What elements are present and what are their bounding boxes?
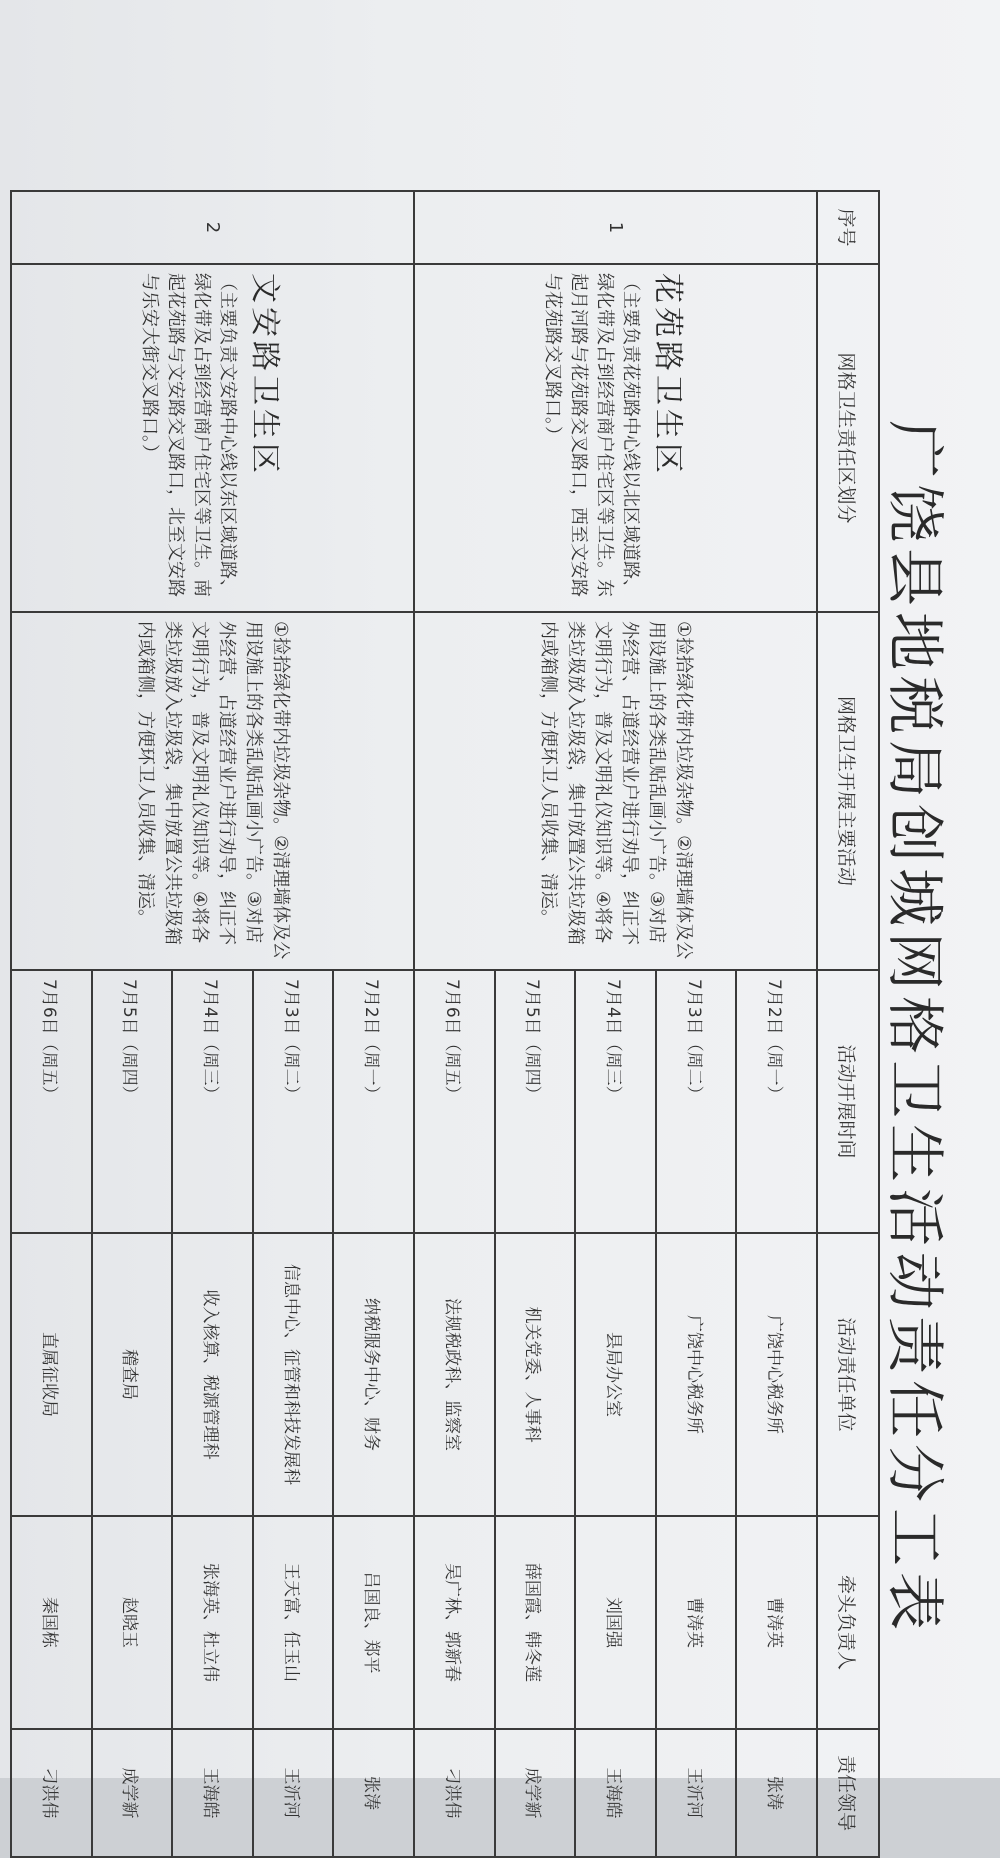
unit-cell: 县局办公室: [575, 1233, 656, 1516]
zone-cell: [11, 264, 414, 612]
section-seq: 2: [11, 191, 414, 264]
document-title: 广饶县地税局创城网格卫生活动责任分工表: [881, 420, 949, 1637]
section-seq: 1: [414, 191, 817, 264]
time-cell: 7月4日（周三）: [575, 970, 656, 1233]
unit-cell: 稽查局: [92, 1233, 173, 1516]
resp-cell: 刁洪伟: [11, 1729, 92, 1857]
lead-cell: 赵晓玉: [92, 1516, 173, 1729]
table-row: [333, 191, 414, 1857]
zone-title: 文安路卫生区: [246, 273, 282, 477]
activity-cell: [414, 612, 817, 970]
resp-cell: 刁洪伟: [414, 1729, 495, 1857]
unit-cell: 法规税政科、监察室: [414, 1233, 495, 1516]
activity-text: ①捡拾绿化带内垃圾杂物。②清理墙体及公用设施上的各类乱贴乱画小广告。③对店外经营、占道经营业户进行劝导，纠正不文明行为，普及文明礼仪知识等。④将各类垃圾放入垃圾袋，集中放置公共垃圾箱内或箱侧，方便环卫人员收集、清运。: [134, 621, 291, 960]
resp-cell: 王海皓: [172, 1729, 253, 1857]
resp-cell: 成学新: [92, 1729, 173, 1857]
unit-cell: 纳税服务中心、财务: [333, 1233, 414, 1516]
zone-description: （主要负责花苑路中心线以北区域道路、绿化带及占到经营商户住宅区等卫生。东起月河路与花苑路交叉路口，西至文安路与花苑路交叉路口。）: [541, 273, 641, 597]
unit-cell: 直属征收局: [11, 1233, 92, 1516]
header-row: [817, 191, 879, 1857]
time-cell: 7月3日（周二）: [253, 970, 334, 1233]
lead-cell: 刘国强: [575, 1516, 656, 1729]
table-row: [736, 191, 817, 1857]
lead-cell: 吴广林、郭新春: [414, 1516, 495, 1729]
header-zone: 网格卫生责任区划分: [817, 264, 879, 612]
resp-cell: 王沂河: [253, 1729, 334, 1857]
time-cell: 7月4日（周三）: [172, 970, 253, 1233]
header-activity: 网格卫生开展主要活动: [817, 612, 879, 970]
resp-cell: 张涛: [736, 1729, 817, 1857]
resp-cell: 张涛: [333, 1729, 414, 1857]
lead-cell: 张海英、杜立伟: [172, 1516, 253, 1729]
unit-cell: 收入核算、税源管理科: [172, 1233, 253, 1516]
time-cell: 7月6日（周五）: [414, 970, 495, 1233]
header-seq: 序号: [817, 191, 879, 264]
activity-cell: [11, 612, 414, 970]
lead-cell: 曹涛英: [656, 1516, 737, 1729]
lead-cell: 王天富、任玉山: [253, 1516, 334, 1729]
responsibility-table: [10, 190, 880, 1858]
time-cell: 7月2日（周一）: [736, 970, 817, 1233]
zone-description: （主要负责文安路中心线以东区域道路、绿化带及占到经营商户住宅区等卫生。南起花苑路与文安路交叉路口，北至文安路与乐安大街交叉路口。）: [138, 273, 238, 597]
lead-cell: 曹涛英: [736, 1516, 817, 1729]
time-cell: 7月5日（周四）: [92, 970, 173, 1233]
time-cell: 7月5日（周四）: [495, 970, 576, 1233]
resp-cell: 王沂河: [656, 1729, 737, 1857]
zone-cell: [414, 264, 817, 612]
lead-cell: 吕国良、郑平: [333, 1516, 414, 1729]
resp-cell: 成学新: [495, 1729, 576, 1857]
zone-title: 花苑路卫生区: [649, 273, 685, 477]
time-cell: 7月6日（周五）: [11, 970, 92, 1233]
activity-text: ①捡拾绿化带内垃圾杂物。②清理墙体及公用设施上的各类乱贴乱画小广告。③对店外经营、占道经营业户进行劝导，纠正不文明行为，普及文明礼仪知识等。④将各类垃圾放入垃圾袋，集中放置公共垃圾箱内或箱侧，方便环卫人员收集、清运。: [537, 621, 694, 960]
header-unit: 活动责任单位: [817, 1233, 879, 1516]
unit-cell: 信息中心、征管和科技发展科: [253, 1233, 334, 1516]
unit-cell: 广饶中心税务所: [736, 1233, 817, 1516]
resp-cell: 王海皓: [575, 1729, 656, 1857]
header-resp: 责任领导: [817, 1729, 879, 1857]
unit-cell: 机关党委、人事科: [495, 1233, 576, 1516]
lead-cell: 秦国栋: [11, 1516, 92, 1729]
lead-cell: 薛国霞、韩冬莲: [495, 1516, 576, 1729]
time-cell: 7月2日（周一）: [333, 970, 414, 1233]
time-cell: 7月3日（周二）: [656, 970, 737, 1233]
header-time: 活动开展时间: [817, 970, 879, 1233]
header-lead: 牵头负责人: [817, 1516, 879, 1729]
unit-cell: 广饶中心税务所: [656, 1233, 737, 1516]
